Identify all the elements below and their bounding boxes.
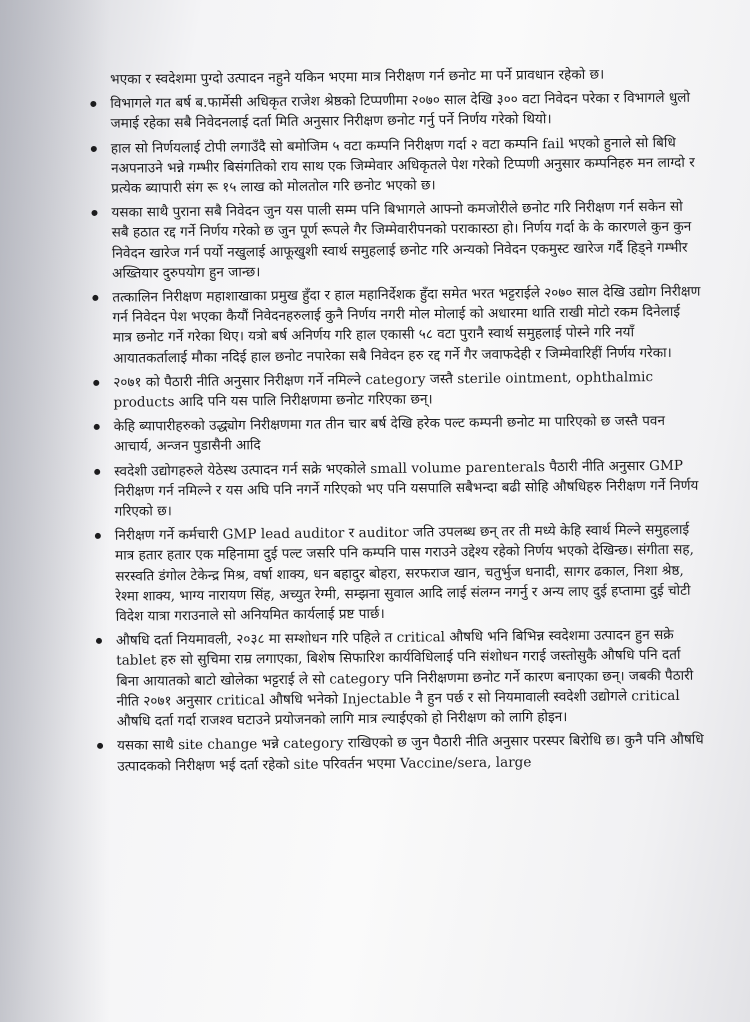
- list-item: [92, 455, 705, 522]
- list-item: [92, 411, 704, 458]
- list-item: [93, 520, 706, 627]
- list-item-text: स्वदेशी उद्योगहरुले येठेस्थ उत्पादन गर्न सक्रे भएकोले small volume parenterals पैठारी नीति अनुसार GMP निरीक्षण गर्न नमिल्ने र यस अघि पनि नगर्ने गरिएको भए पनि यसपालि सबैभन्दा बढी सोहि औषधिहरु निरीक्षण गर्ने निर्णय गरिएको छ।: [114, 457, 699, 520]
- list-item: [91, 366, 703, 413]
- bullet-icon: [94, 469, 100, 475]
- list-item-text: तत्कालिन निरीक्षण महाशाखाका प्रमुख हुँदा र हाल महानिर्देशक हुँदा समेत भरत भट्टराईले २०७० साल देखि उद्योग निरीक्षण गर्न निवेदन पेश भएका कैयौं निवेदनहरुलाई कुनै निर्णय नगरी मोल मोलाई को अधारमा थाति राखी मोटो रकम दिनेलाई मात्र छनोट गर्ने गरेका थिए। यत्रो बर्ष अनिर्णय गरि हाल एकासी ५८ वटा पुरानै स्वार्थ समुहलाई पोस्ने गरि नयाँ आयातकर्तालाई मौका नदिई हाल छनोट नपारेका सबै निवेदन हरु रद्द गर्ने गैर जवाफदेही र जिम्मेवारिहीं निर्णय गरेका।: [112, 283, 701, 367]
- bullet-icon: [94, 424, 100, 430]
- list-item: [90, 282, 703, 369]
- list-item-text: यसका साथै site change भन्ने category राखिएको छ जुन पैठारी नीति अनुसार परस्पर बिरोधि छ। कुनै पनि औषधि उत्पादकको निरीक्षण भई दर्ता रहेको site परिवर्तन भएमा Vaccine/sera, large: [116, 731, 704, 775]
- list-item-text: २०७१ को पैठारी नीति अनुसार निरीक्षण गर्ने नमिल्ने category जस्तै sterile ointment, ophthalmic products आदि पनि यस पालि निरीक्षणमा छनोट गरिएका छन्।: [113, 368, 654, 411]
- bullet-icon: [95, 533, 101, 539]
- list-item: [94, 625, 707, 732]
- document-body: [88, 64, 707, 781]
- list-item-text: यसका साथै पुराना सबै निवेदन जुन यस पाली सम्म पनि बिभागले आफ्नो कमजोरीले छनोट गरि निरीक्षण गर्न सकेन सो सबै हठात रद्द गर्ने निर्णय गरेको छ जुन पूर्ण रूपले गैर जिम्मेवारीपनको पराकास्ठा हो। निर्णय गर्दा के के कारणले कुन कुन निवेदन खारेज गर्न पर्यो नखुलाई आफूखुशी स्वार्थ समुहलाई छनोट गरि अन्यको निवेदन एकमुस्ट खारेज गर्दै हिड्ने गम्भीर अख्तियार दुरुपयोग हुन जान्छ।: [111, 198, 692, 282]
- bullet-icon: [92, 295, 98, 301]
- bullet-icon: [96, 638, 102, 644]
- list-item: [89, 132, 702, 199]
- list-item-text: विभागले गत बर्ष ब.फार्मेसी अधिकृत राजेश श्रेष्ठको टिप्पणीमा २०७० साल देखि ३०० वटा निवेदन परेका र विभागले धुलो जमाई रहेका सबै निवेदनलाई दर्ता मिति अनुसार निरीक्षण छनोट गर्नु पर्ने निर्णय गरेको थियो।: [110, 89, 691, 133]
- bullet-icon: [93, 380, 99, 386]
- list-item: [95, 730, 707, 777]
- bullet-icon: [97, 743, 103, 749]
- list-item-text: निरीक्षण गर्ने कर्मचारी GMP lead auditor र auditor जति उपलब्ध छन् तर ती मध्ये केहि स्वार्थ मिल्ने समुहलाई मात्र हतार हतार एक महिनामा दुई पल्ट जसरि पनि कम्पनि पास गराउने उद्देश्य रहेको निर्णय भएको देखिन्छ। संगीता सह, सरस्वति डंगोल टेकेन्द्र मिश्र, वर्षा शाक्य, धन बहादुर बोहरा, सरफराज खान, चतुर्भुज धनादी, सागर ढकाल, निशा श्रेष्ठ, रेश्मा शाक्य, भाग्य नारायण सिंह, अच्युत रेग्मी, सम्झना सुवाल आदि लाई संलग्न नगर्नु र अन्य लाए दुई हप्तामा दुई चोटी विदेश यात्रा गराउनाले सो अनियमित कार्यलाई प्रष्ट पार्छ।: [114, 521, 695, 625]
- list-item-text: हाल सो निर्णयलाई टोपी लगाउँदै सो बमोजिम ५ वटा कम्पनि निरीक्षण गर्दा २ वटा कम्पनि fail भएको हुनाले सो बिधि नअपनाउने भन्ने गम्भीर बिसंगतिको राय साथ एक जिम्मेवार अधिकृतले पेश गरेको टिप्पणी अनुसार कम्पनिहरु मन लाग्दो र प्रत्येक ब्यापारी संग रू १५ लाख को मोलतोल गरि छनोट भएको छ।: [110, 134, 695, 197]
- bullet-icon: [90, 101, 96, 107]
- list-item-text: औषधि दर्ता नियमावली, २०३८ मा सम्शोधन गरि पहिले त critical औषधि भनि बिभिन्न स्वदेशमा उत्पादन हुन सक्रे tablet हरु सो सुचिमा राम्र लगाएका, बिशेष सिफारिश कार्यविधिलाई पनि संशोधन गराई जस्तोसुकै औषधि पनि दर्ता बिना आयातको बाटो खोलेका भट्टराई ले सो category पनि निरीक्षणमा छनोट गर्ने कारण बनाएका छन्। जबकी पैठारी नीति २०७१ अनुसार critical औषधि भनेको Injectable नै हुन पर्छ र सो नियमावाली स्वदेशी उद्योगले critical औषधि दर्ता गर्दा राजश्व घटाउने प्रयोजनको लागि मात्र ल्याईएको हो निरीक्षण को लागि होइन।: [115, 627, 694, 730]
- bullet-list: [88, 88, 707, 777]
- list-item: [89, 197, 702, 284]
- continuation-paragraph: भएका र स्वदेशमा पुग्दो उत्पादन नहुने यकिन भएमा मात्र निरीक्षण गर्न छनोट मा पर्ने प्रावधान रहेको छ।: [110, 66, 605, 88]
- bullet-icon: [91, 146, 97, 152]
- list-item-text: केहि ब्यापारीहरुको उद्ध्योग निरीक्षणमा गत तीन चार बर्ष देखि हरेक पल्ट कम्पनी छनोट मा पारिएको छ जस्तै पवन आचार्य, अन्जन पुडासैनी आदि: [113, 413, 666, 456]
- list-item: [88, 88, 700, 135]
- bullet-icon: [91, 210, 97, 216]
